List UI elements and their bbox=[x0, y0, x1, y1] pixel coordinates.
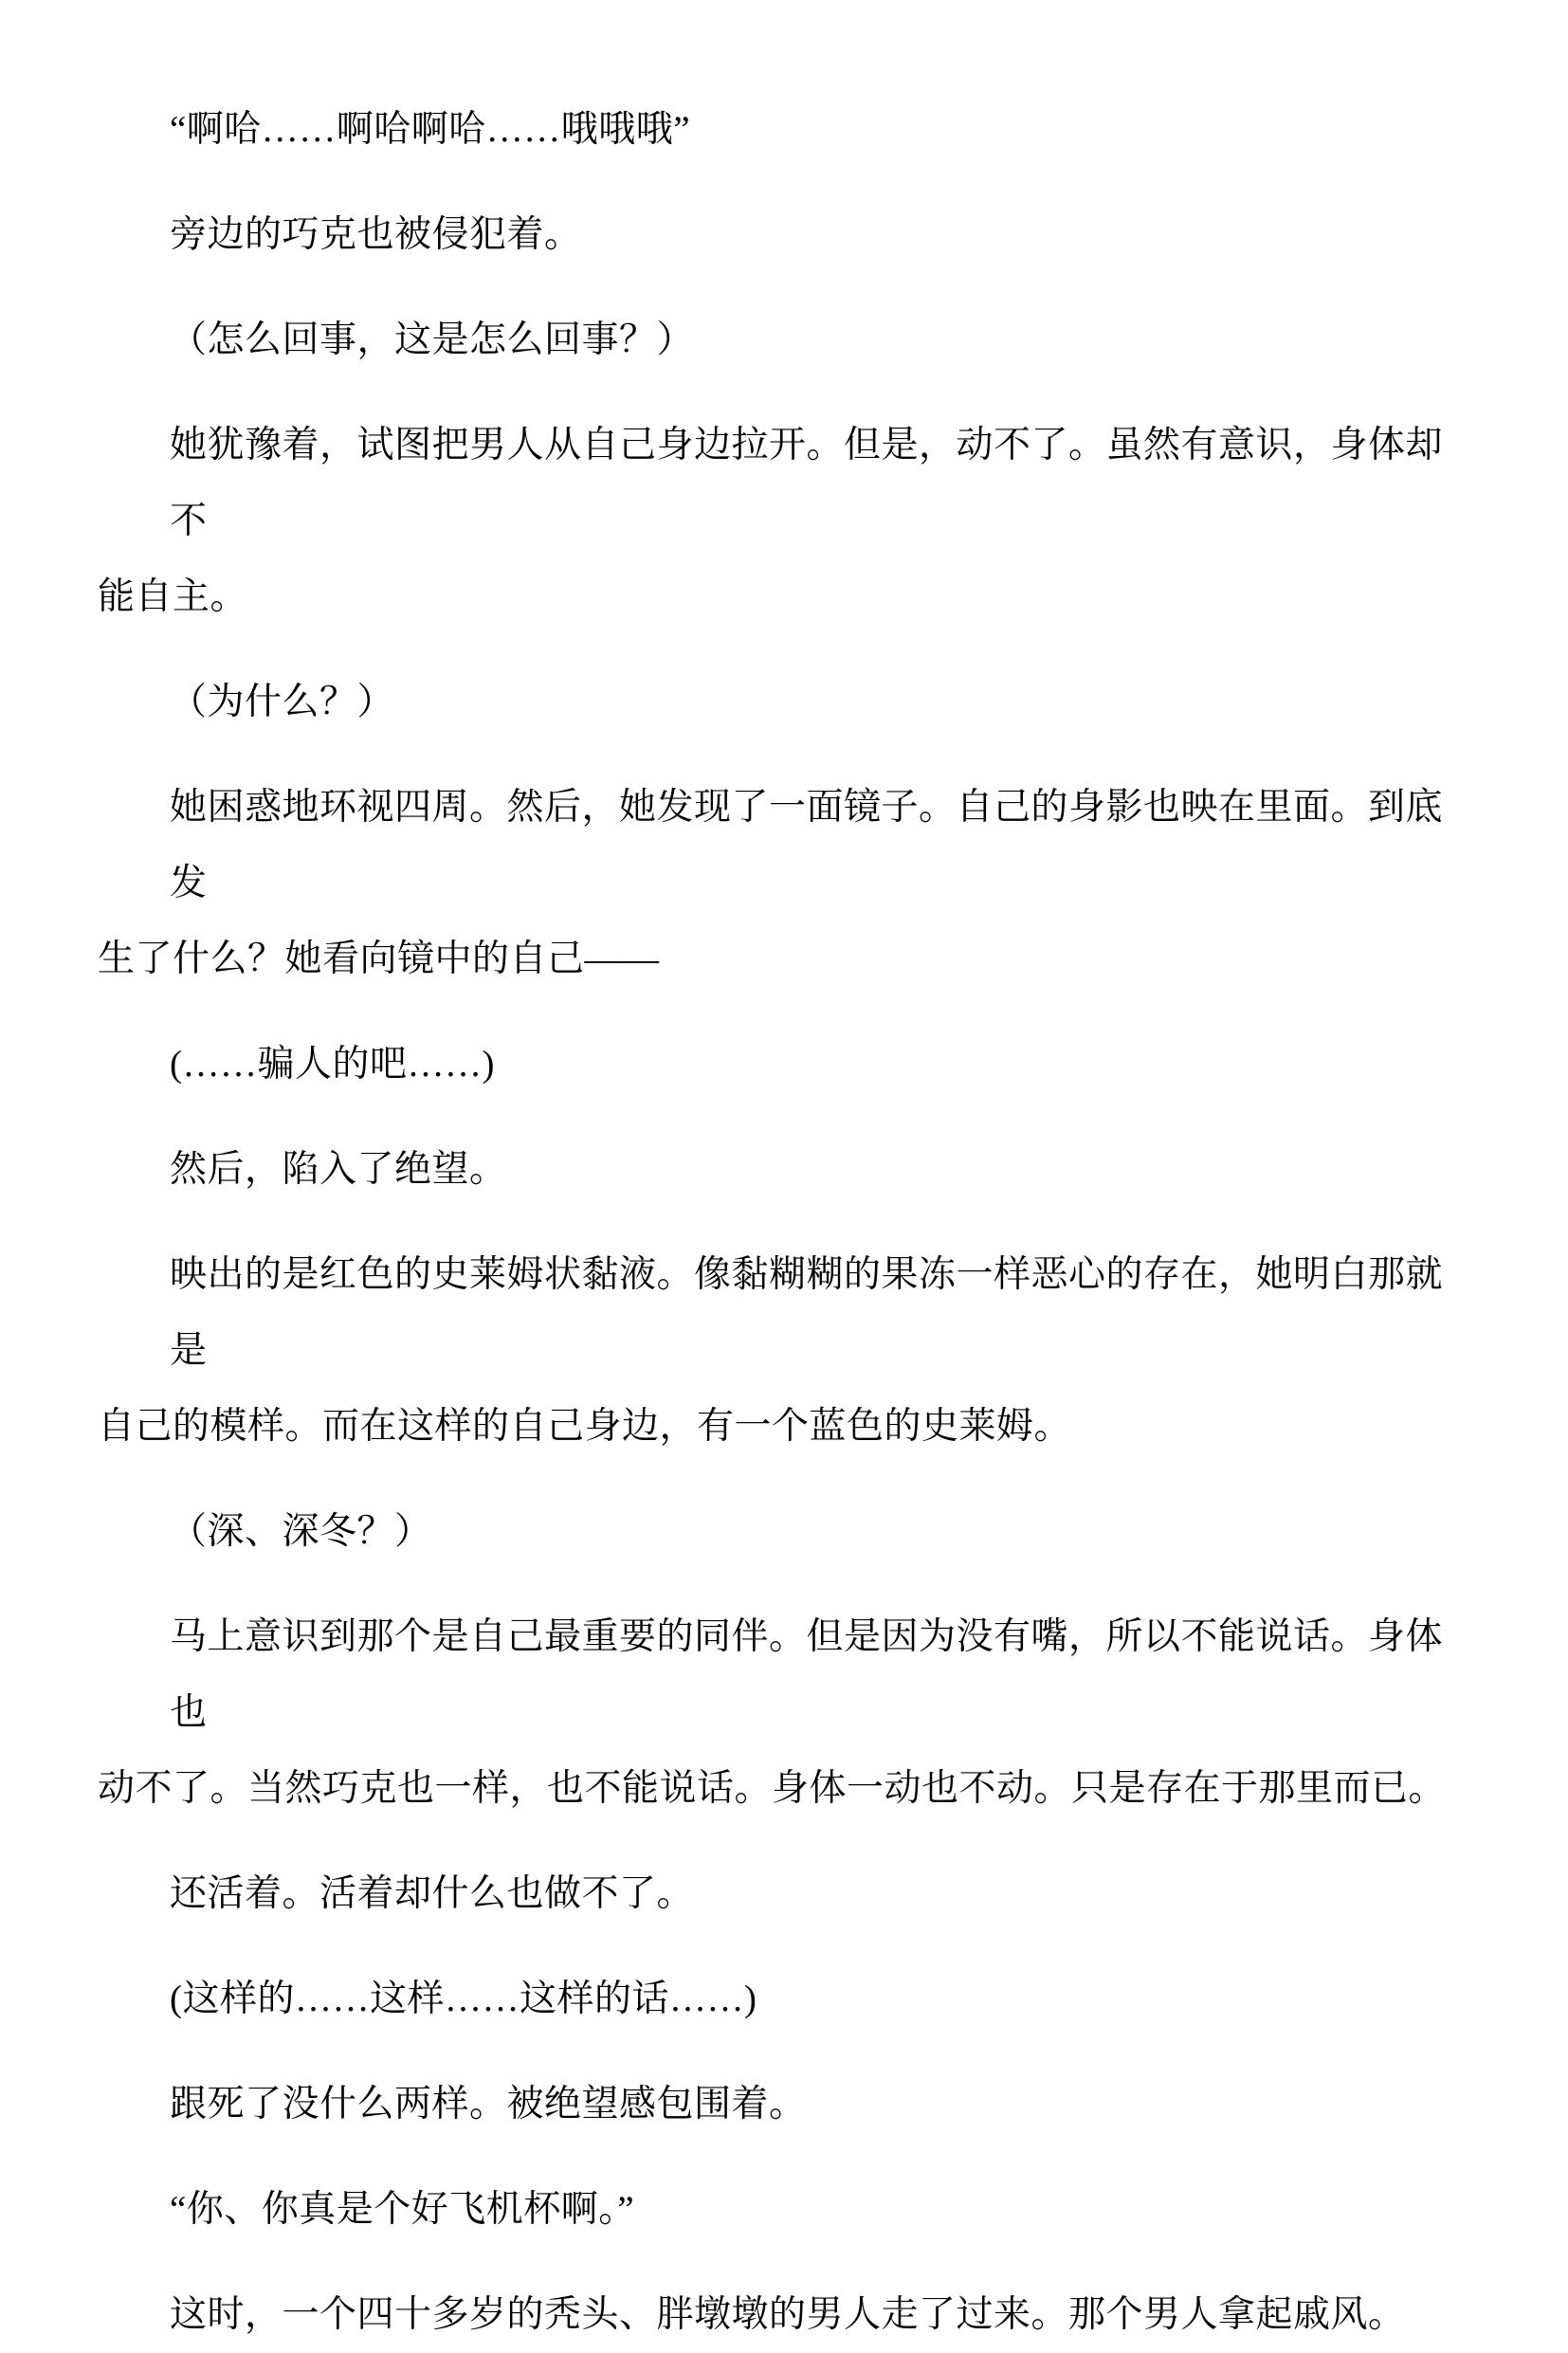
paragraph bbox=[98, 1961, 1462, 2037]
text-line: 这时，一个四十多岁的秃头、胖墩墩的男人走了过来。那个男人拿起戚风。 bbox=[170, 2294, 1406, 2335]
text-line: 生了什么？她看向镜中的自己—— bbox=[98, 939, 660, 979]
paragraph bbox=[98, 665, 1462, 740]
paragraph bbox=[98, 408, 1462, 635]
text-line: 还活着。活着却什么也做不了。 bbox=[170, 1873, 695, 1914]
paragraph bbox=[98, 1027, 1462, 1103]
document-body bbox=[98, 92, 1462, 2353]
paragraph bbox=[98, 1856, 1462, 1932]
text-line: 然后，陷入了绝望。 bbox=[170, 1149, 507, 1190]
text-line: 她困惑地环视四周。然后，她发现了一面镜子。自己的身影也映在里面。到底发 bbox=[170, 787, 1444, 903]
text-line: 旁边的巧克也被侵犯着。 bbox=[170, 214, 582, 255]
text-line: （深、深冬？） bbox=[170, 1511, 432, 1552]
paragraph bbox=[98, 302, 1462, 378]
paragraph bbox=[98, 1132, 1462, 1208]
text-line: 马上意识到那个是自己最重要的同伴。但是因为没有嘴，所以不能说话。身体也 bbox=[170, 1616, 1444, 1733]
text-line: （为什么？） bbox=[170, 682, 395, 722]
text-line: “你、你真是个好飞机杯啊。” bbox=[170, 2189, 635, 2230]
paragraph bbox=[98, 770, 1462, 997]
paragraph bbox=[98, 2277, 1462, 2353]
text-line: 映出的是红色的史莱姆状黏液。像黏糊糊的果冻一样恶心的存在，她明白那就是 bbox=[170, 1254, 1444, 1371]
paragraph bbox=[98, 197, 1462, 273]
paragraph bbox=[98, 92, 1462, 168]
paragraph bbox=[98, 2067, 1462, 2143]
paragraph bbox=[98, 2172, 1462, 2248]
text-line: (这样的……这样……这样的话……) bbox=[170, 1979, 757, 2019]
paragraph bbox=[98, 1494, 1462, 1570]
paragraph bbox=[98, 1237, 1462, 1465]
text-line: 能自主。 bbox=[98, 576, 248, 617]
text-line: “啊哈……啊哈啊哈……哦哦哦” bbox=[170, 109, 691, 150]
text-line: 动不了。当然巧克也一样，也不能说话。身体一动也不动。只是存在于那里而已。 bbox=[98, 1768, 1447, 1809]
text-line: 跟死了没什么两样。被绝望感包围着。 bbox=[170, 2084, 807, 2125]
text-line: （怎么回事，这是怎么回事？） bbox=[170, 319, 695, 360]
text-line: 她犹豫着，试图把男人从自己身边拉开。但是，动不了。虽然有意识，身体却不 bbox=[170, 425, 1444, 541]
text-line: (……骗人的吧……) bbox=[170, 1044, 495, 1085]
paragraph bbox=[98, 1599, 1462, 1827]
text-line: 自己的模样。而在这样的自己身边，有一个蓝色的史莱姆。 bbox=[98, 1406, 1072, 1447]
